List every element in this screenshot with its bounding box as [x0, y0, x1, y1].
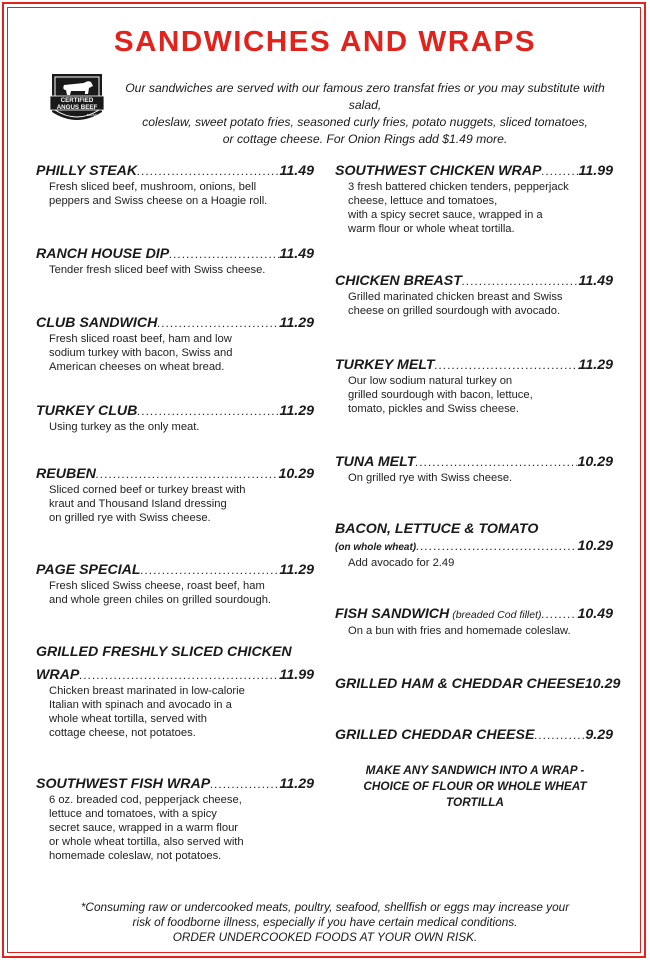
right-column [335, 0, 621, 962]
item-name: GRILLED CHEDDAR CHEESE [335, 727, 535, 743]
item-name: TUNA MELT [335, 454, 416, 470]
item-name: TURKEY CLUB [36, 403, 138, 419]
item-price: 10.29 [577, 538, 613, 554]
item-description: Grilled marinated chicken breast and Swiss cheese on grilled sourdough with avocado. [348, 291, 563, 317]
menu-item-chicken-breast [335, 273, 613, 318]
item-description: Chicken breast marinated in low-calorie Italian with spinach and avocado in a whole wheat tortilla, served with cottage cheese, not potatoes. [49, 685, 245, 739]
menu-title: SANDWICHES AND WRAPS [113, 26, 537, 58]
menu-item-turkey-melt [335, 357, 613, 416]
item-name: CHICKEN BREAST [335, 273, 462, 289]
item-name: FISH SANDWICH [335, 606, 450, 622]
item-name: TURKEY MELT [335, 357, 435, 373]
item-name: GRILLED HAM & CHEDDAR CHEESE [335, 676, 585, 692]
item-price: 11.49 [578, 273, 613, 289]
item-price: 11.29 [578, 357, 613, 373]
logo-text-angus-beef: ANGUS BEEF [56, 104, 98, 111]
item-description: Fresh sliced roast beef, ham and low sodium turkey with bacon, Swiss and American cheeses on wheat bread. [49, 333, 233, 373]
item-description: On a bun with fries and homemade coleslaw. [348, 625, 571, 637]
item-price: 11.99 [279, 667, 314, 683]
item-price: 11.29 [279, 403, 314, 419]
menu-item-turkey-club [36, 403, 314, 434]
item-description: Fresh sliced beef, mushroom, onions, bell peppers and Swiss cheese on a Hoagie roll. [49, 181, 268, 207]
item-name: REUBEN [36, 466, 96, 482]
intro-line: coleslaw, sweet potato fries, seasoned curly fries, potato nuggets, sliced tomatoes, [142, 115, 588, 129]
item-description: On grilled rye with Swiss cheese. [348, 472, 513, 484]
menu-item-philly-steak [36, 163, 314, 208]
item-price: 11.99 [578, 163, 613, 179]
item-price: 10.29 [584, 676, 621, 692]
menu-item-page-special [36, 562, 314, 607]
item-price: 11.49 [279, 163, 314, 179]
item-description: Fresh sliced Swiss cheese, roast beef, ham and whole green chiles on grilled sourdough. [49, 580, 272, 606]
menu-item-blt [335, 521, 613, 570]
menu-item-ranch-house-dip [36, 246, 314, 277]
food-safety-disclaimer: *Consuming raw or undercooked meats, poultry, seafood, shellfish or eggs may increase your risk of foodborne illness, especially if you have certain medical conditions. ORDER UNDERCOOKED FOODS AT YOUR OWN RISK. [80, 900, 570, 944]
item-name: BACON, LETTUCE & TOMATO [335, 521, 539, 537]
item-price: 10.29 [577, 454, 613, 470]
item-name: WRAP [36, 667, 80, 683]
menu-item-fish-sandwich [335, 606, 613, 638]
item-name: SOUTHWEST FISH WRAP [36, 776, 211, 792]
item-description: Add avocado for 2.49 [348, 557, 455, 569]
item-price: 9.29 [585, 727, 613, 743]
item-name: CLUB SANDWICH [36, 315, 158, 331]
item-bread-note: (on whole wheat) [335, 542, 417, 553]
item-price: 11.29 [279, 562, 314, 578]
item-description: 3 fresh battered chicken tenders, pepperjack cheese, lettuce and tomatoes, with a spicy secret sauce, wrapped in a warm flour or whole wheat tortilla. [348, 181, 569, 235]
item-name: SOUTHWEST CHICKEN WRAP [335, 163, 542, 179]
menu-item-tuna-melt [335, 454, 613, 485]
item-price: 10.29 [278, 466, 314, 482]
item-description: Using turkey as the only meat. [49, 421, 200, 433]
menu-item-grilled-cheddar [335, 727, 613, 744]
item-name: PAGE SPECIAL [36, 562, 141, 578]
item-price: 11.49 [279, 246, 314, 262]
menu-item-grilled-chicken-wrap [36, 644, 314, 740]
item-price: 11.29 [279, 776, 314, 792]
menu-item-southwest-chicken-wrap [335, 163, 613, 236]
item-description: Our low sodium natural turkey on grilled sourdough with bacon, lettuce, tomato, pickles and Swiss cheese. [348, 375, 533, 415]
logo-text-certified: CERTIFIED [60, 97, 94, 104]
menu-item-club-sandwich [36, 315, 314, 374]
intro-line: Our sandwiches are served with our famous zero transfat fries or you may substitute with salad, [125, 81, 605, 112]
item-price: 11.29 [279, 315, 314, 331]
menu-item-grilled-ham-cheddar [335, 676, 621, 693]
item-name: PHILLY STEAK [36, 163, 138, 179]
menu-item-southwest-fish-wrap [36, 776, 314, 863]
wrap-option-note: MAKE ANY SANDWICH INTO A WRAP - CHOICE OF FLOUR OR WHOLE WHEAT TORTILLA [363, 763, 587, 809]
item-name-note: (breaded Cod fillet) [449, 609, 542, 621]
item-description: 6 oz. breaded cod, pepperjack cheese, lettuce and tomatoes, with a spicy secret sauce, wrapped in a warm flour or whole wheat tortilla, also served with homemade coleslaw, not potatoes. [49, 794, 244, 862]
left-column [36, 0, 314, 962]
item-name-line1: GRILLED FRESHLY SLICED CHICKEN [36, 644, 292, 660]
item-name: RANCH HOUSE DIP [36, 246, 170, 262]
item-price: 10.49 [577, 606, 613, 622]
logo-text-brand: BRAND [86, 113, 98, 117]
intro-line: or cottage cheese. For Onion Rings add $1.49 more. [222, 132, 508, 146]
item-description: Tender fresh sliced beef with Swiss cheese. [49, 264, 266, 276]
item-description: Sliced corned beef or turkey breast with kraut and Thousand Island dressing on grilled rye with Swiss cheese. [49, 484, 246, 524]
menu-item-reuben [36, 466, 314, 525]
